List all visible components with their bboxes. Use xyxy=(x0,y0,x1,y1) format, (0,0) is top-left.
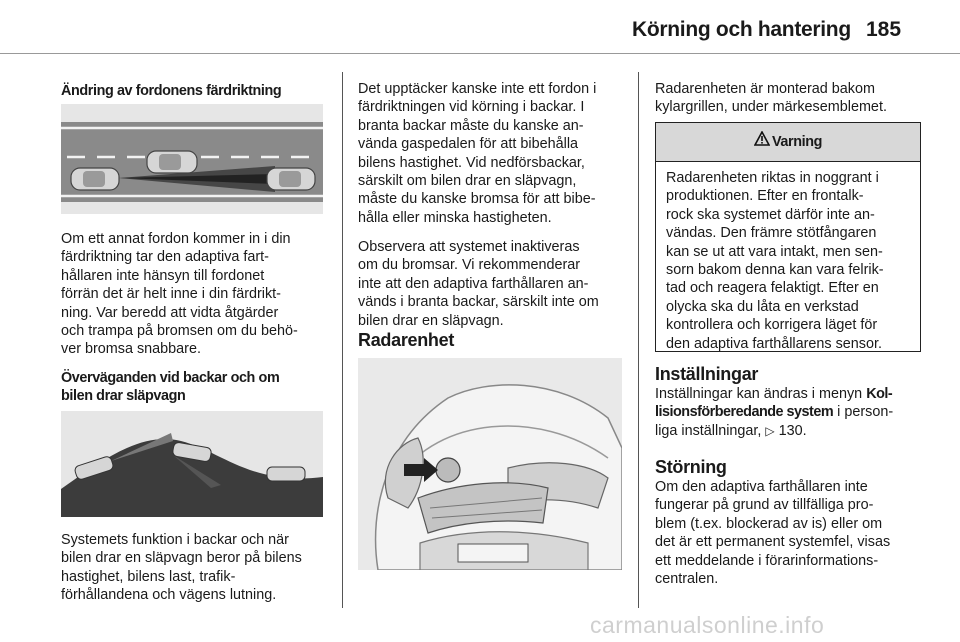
paragraph-fault: Om den adaptiva farthållaren inte fungerar på grund av tillfälliga pro- blem (t.ex. blockerad av is) eller om det är ett permanent systemfel, visas ett meddelande i förarinformations- centralen. xyxy=(655,479,891,588)
heading-settings: Inställningar xyxy=(655,364,759,384)
paragraph-braking: Observera att systemet inaktiveras om du bromsar. Vi rekommenderar inte att den adaptiva farthållaren an- vänds i branta backar, särskilt inte om bilen drar en släpvagn. xyxy=(358,239,599,329)
paragraph-lane-change: Om ett annat fordon kommer in i din färdriktning tar den adaptiva fart- hållaren inte hänsyn till fordonet förrän det är helt inne i din färdrikt- ning. Var beredd att vidta åtgärder och trampa på bromsen om du behö- ver bromsa snabbare. xyxy=(61,231,298,358)
page-reference-icon: ▷ xyxy=(765,423,775,438)
paragraph-hills-detection: Det upptäcker kanske inte ett fordon i färdriktningen vid körning i backar. I branta backar måste du kanske an- vända gaspedalen för att bibehålla bilens hastighet. Vid nedförsbackar, särskilt om bilen drar en släpvagn, måste du kanske bromsa för att bibe- hålla eller minska hastigheten. xyxy=(358,81,597,226)
heading-lane-change: Ändring av fordonens färdriktning xyxy=(61,83,282,99)
lane-change-illustration xyxy=(61,104,323,214)
warning-title: Varning xyxy=(772,134,822,150)
menu-name-link[interactable]: Kol- xyxy=(866,386,893,402)
paragraph-hills: Systemets funktion i backar och när bilen drar en släpvagn beror på bilens hastighet, bilens last, trafik- förhållandena och vägens lutning. xyxy=(61,532,302,604)
header-divider xyxy=(0,53,960,54)
car-ahead-icon xyxy=(267,168,315,190)
car-merging-icon xyxy=(147,151,197,173)
paragraph-settings: Inställningar kan ändras i menyn Kol- lisionsförberedande system i person- liga inställningar, ▷ 130. xyxy=(655,386,894,439)
heading-radar-unit: Radarenhet xyxy=(358,330,455,350)
radar-unit-illustration xyxy=(358,358,622,570)
column-divider xyxy=(638,72,639,608)
paragraph-radar-location: Radarenheten är monterad bakom kylargrillen, under märkesemblemet. xyxy=(655,81,887,116)
heading-hills-trailer: Överväganden vid backar och om bilen drar släpvagn xyxy=(61,370,280,404)
heading-fault: Störning xyxy=(655,457,727,477)
warning-header xyxy=(656,123,920,162)
column-divider xyxy=(342,72,343,608)
watermark: carmanualsonline.info xyxy=(590,612,825,638)
warning-triangle-icon xyxy=(754,123,770,161)
warning-text: Radarenheten riktas in noggrant i produktionen. Efter en frontalk- rock ska systemet därför inte an- vändas. Den främre stötfångaren kan se ut att vara intakt, men sen- sorn bakom denna kan vara felrik- tad och reagera felaktigt. Efter en olycka ska du låta en verkstad kontrollera och korrigera läget för den adaptiva farthållarens sensor. xyxy=(666,170,884,352)
page-reference-link[interactable]: 130. xyxy=(774,422,807,439)
page-number: 185 xyxy=(866,18,902,41)
hills-illustration xyxy=(61,411,323,517)
car-downhill-icon xyxy=(267,467,305,481)
menu-name-link-cont[interactable]: lisionsförberedande system xyxy=(655,404,834,421)
warning-box xyxy=(655,122,921,352)
page-title: Körning och hantering xyxy=(632,18,851,41)
car-own-icon xyxy=(71,168,119,190)
